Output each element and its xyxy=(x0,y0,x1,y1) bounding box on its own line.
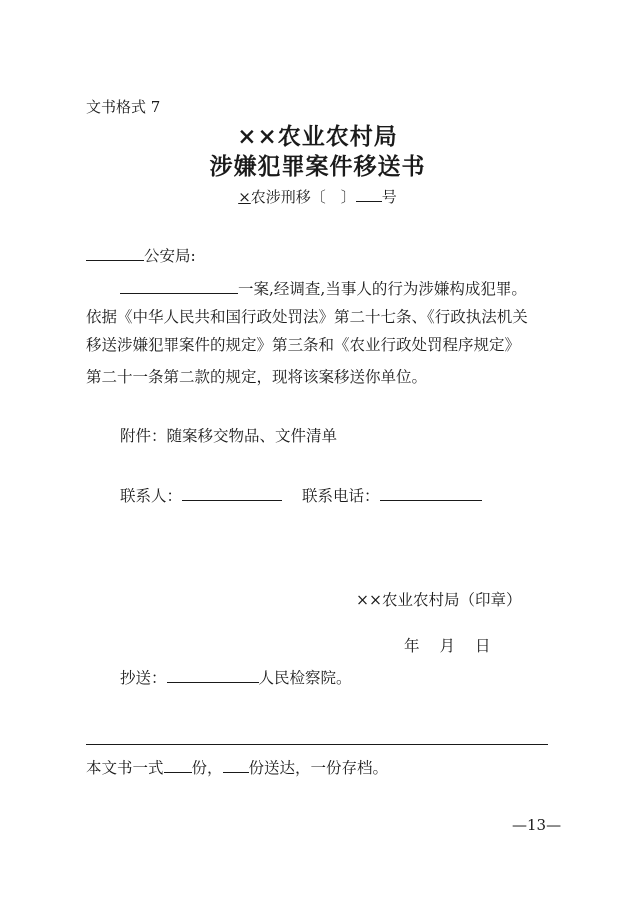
date-year: 年 xyxy=(404,637,420,655)
paragraph-line-1 xyxy=(120,277,527,299)
document-number xyxy=(0,186,635,207)
total-copies-blank[interactable] xyxy=(164,758,192,773)
contact-phone-label: 联系电话： xyxy=(302,487,380,505)
format-label: 文书格式 7 xyxy=(86,98,161,116)
case-name-blank[interactable] xyxy=(120,279,238,294)
recipient-blank[interactable] xyxy=(86,246,144,261)
date-line xyxy=(404,634,491,656)
document-number-prefix: 农涉刑移〔 〕 xyxy=(250,188,356,206)
footer-text-2: 份， xyxy=(191,759,223,777)
paragraph-line-4: 第二十一条第二款的规定，现将该案移送你单位。 xyxy=(86,368,428,386)
contact-person-blank[interactable] xyxy=(182,486,282,501)
date-day: 日 xyxy=(475,637,491,655)
recipient-line xyxy=(86,244,196,266)
paragraph-text-1: 一案,经调查,当事人的行为涉嫌构成犯罪。 xyxy=(238,280,527,298)
footer-text-3: 份送达，一份存档。 xyxy=(248,759,389,777)
document-number-x: × xyxy=(238,188,251,206)
cc-label: 抄送： xyxy=(120,669,167,687)
contact-phone-blank[interactable] xyxy=(380,486,482,501)
paragraph-line-2: 依据《中华人民共和国行政处罚法》第二十七条、《行政执法机关 xyxy=(86,308,528,326)
cc-line xyxy=(120,666,352,688)
contact-line xyxy=(120,484,482,506)
document-number-blank[interactable] xyxy=(356,187,382,202)
attachment-line: 附件：随案移交物品、文件清单 xyxy=(120,427,338,445)
page-number: —13— xyxy=(512,816,562,834)
cc-blank[interactable] xyxy=(167,668,259,683)
footer-divider xyxy=(86,744,548,745)
footer-text-1: 本文书一式 xyxy=(86,759,164,777)
issuing-authority-title: ××农业农村局 xyxy=(237,123,398,150)
seal-line: ××农业农村局（印章） xyxy=(356,591,522,609)
contact-person-label: 联系人： xyxy=(120,487,183,505)
paragraph-line-3: 移送涉嫌犯罪案件的规定》第三条和《农业行政处罚程序规定》 xyxy=(86,336,521,354)
date-month: 月 xyxy=(439,637,456,655)
cc-suffix: 人民检察院。 xyxy=(258,669,352,687)
document-number-suffix: 号 xyxy=(381,188,397,206)
recipient-label: 公安局: xyxy=(144,247,196,265)
footer-copies-line xyxy=(86,756,388,778)
delivered-copies-blank[interactable] xyxy=(223,758,249,773)
document-title: 涉嫌犯罪案件移送书 xyxy=(209,153,426,180)
